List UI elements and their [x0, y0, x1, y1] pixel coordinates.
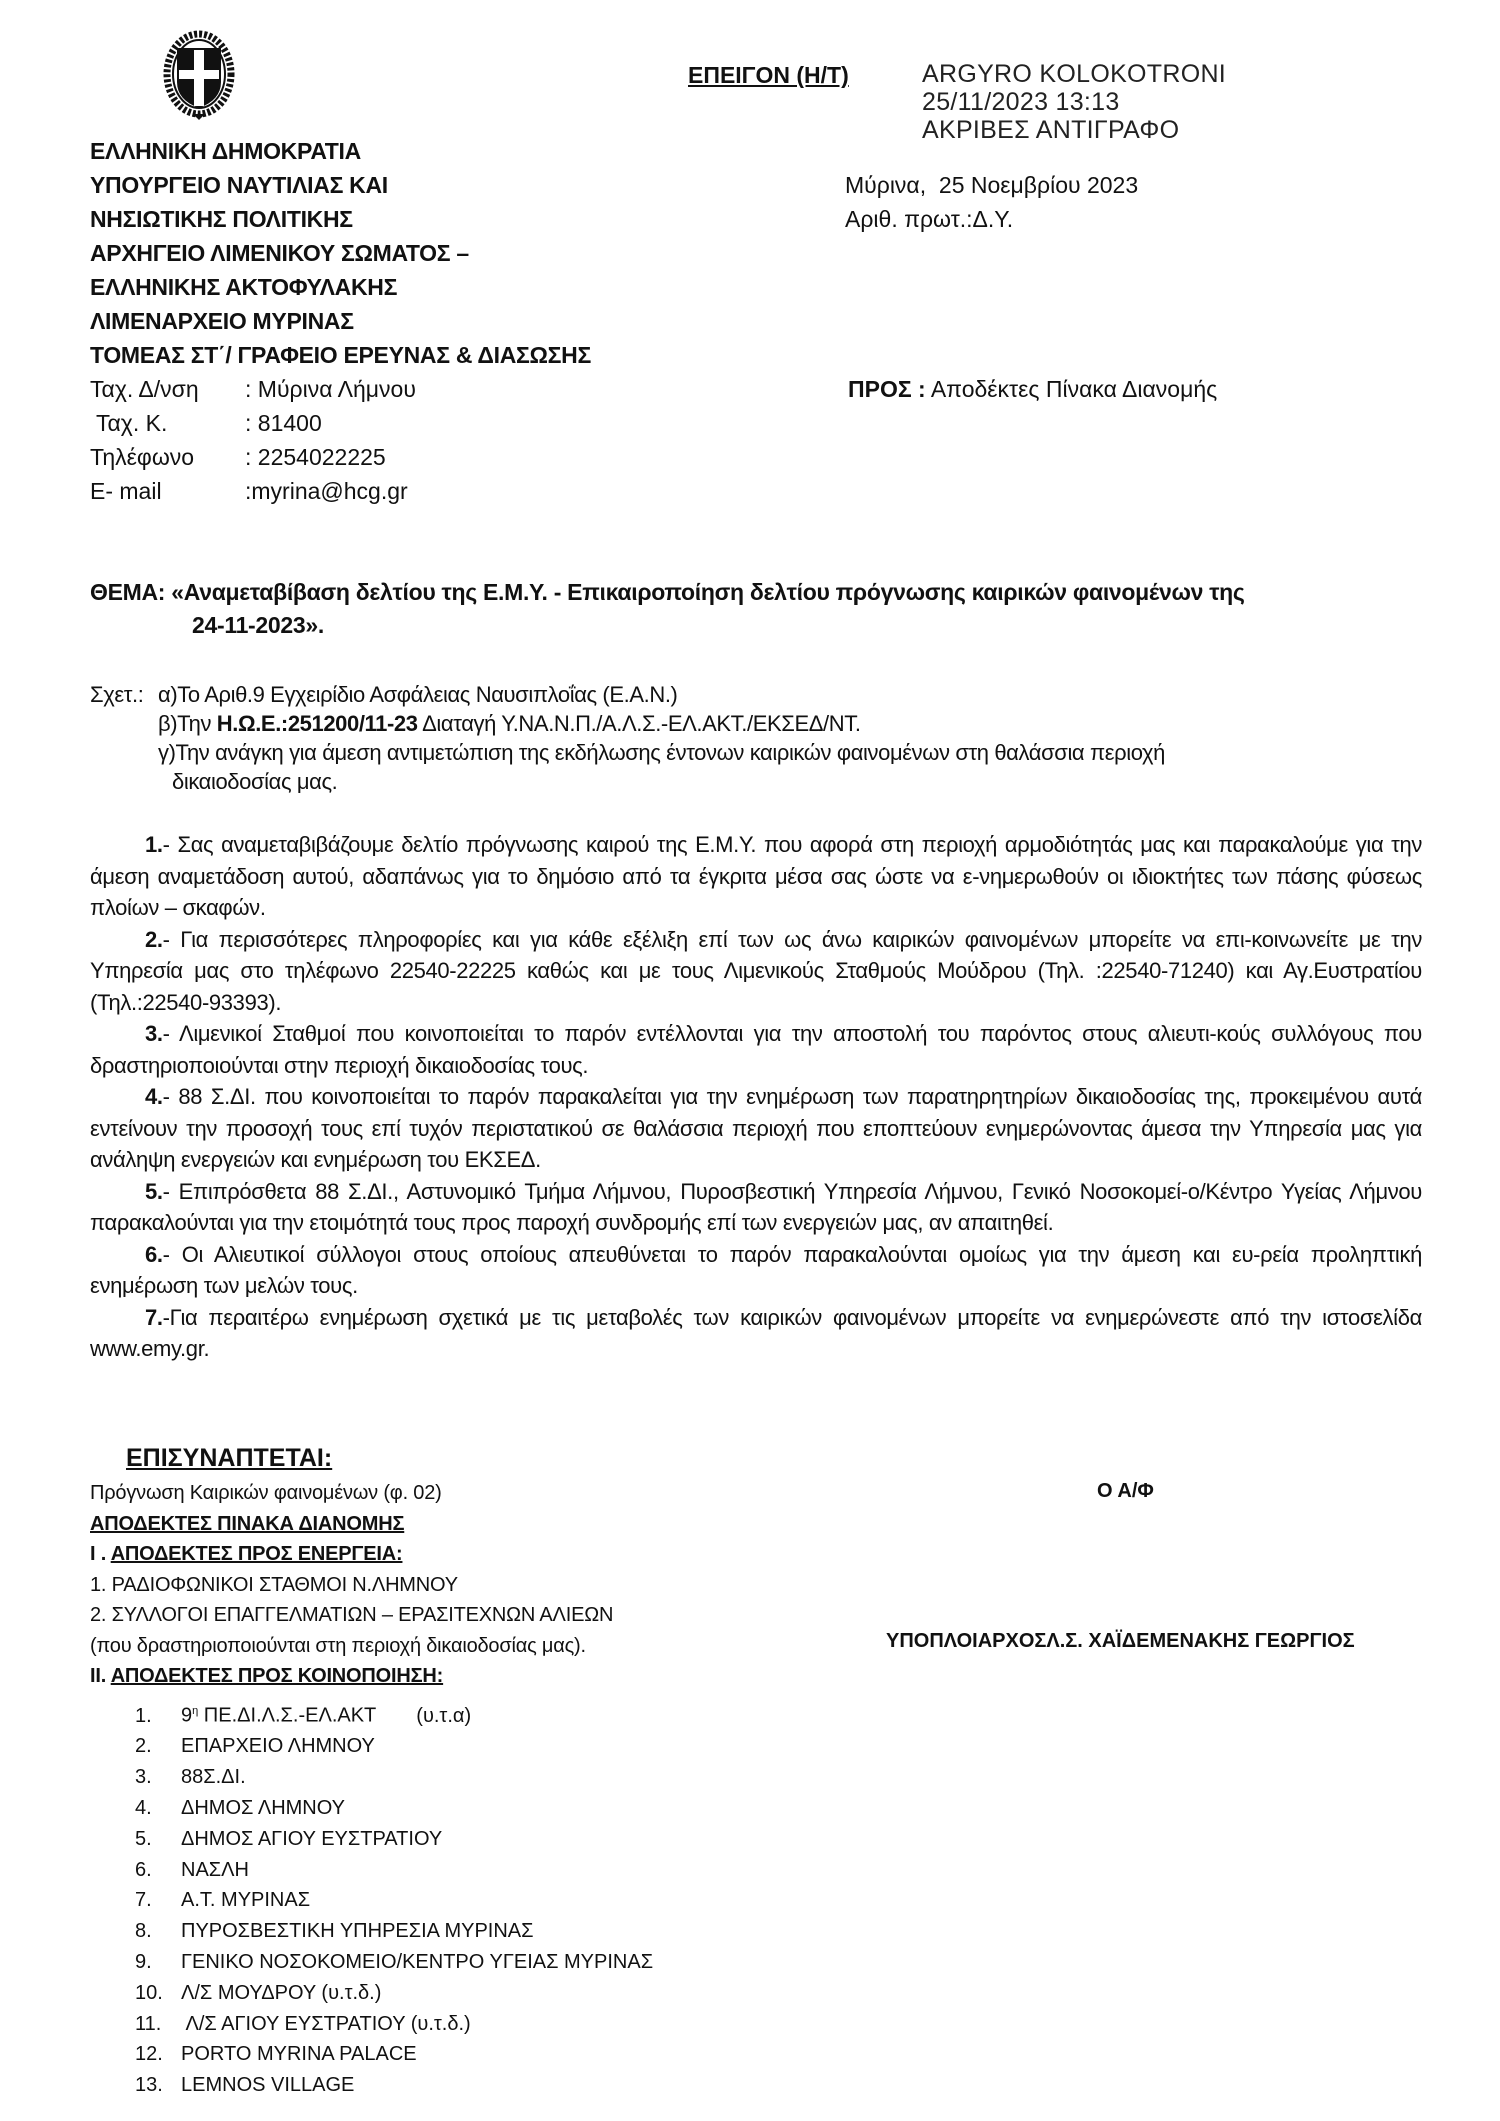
list-item: [135, 1885, 785, 1916]
paragraph-text: - Λιμενικοί Σταθμοί που κοινοποιείται το παρόν εντέλλονται για την αποστολή του παρόντος στους αλιευτι-κούς συλλόγους που δραστηριοποιούνται στην περιοχή δικαιοδοσίας τους.: [90, 1021, 1422, 1078]
subject-line: ΘΕΜΑ: «Αναμεταβίβαση δελτίου της Ε.Μ.Υ. - Επικαιροποίηση δελτίου πρόγνωσης καιρικών φαινομένων της: [90, 579, 1245, 605]
issuer-block: [90, 134, 591, 508]
contact-postcode: [90, 406, 591, 440]
item-text: ΠΕ.ΔΙ.Λ.Σ.-ΕΛ.ΑΚΤ: [198, 1704, 377, 1727]
stamp-datetime: 25/11/2023 13:13: [922, 88, 1120, 116]
issuer-line: ΕΛΛΗΝΙΚΗΣ ΑΚΤΟΦΥΛΑΚΗΣ: [90, 274, 398, 300]
info-recipients-list: [135, 1696, 785, 2101]
item-number: 6.: [135, 1858, 152, 1881]
contact-label: E- mail: [90, 478, 162, 504]
action-recipient-note: (που δραστηριοποιούνται στη περιοχή δικαιοδοσίας μας).: [90, 1634, 586, 1657]
paragraph-text: - Για περισσότερες πληροφορίες και για κάθε εξέλιξη επί των ως άνω καιρικών φαινομένων μπορείτε να επι-κοινωνείτε με την Υπηρεσία μας στο τηλέφωνο 22540-22225 καθώς και με τους Λιμενικούς Σταθμούς Μούδρου (Τηλ. :22540-71240) και Αγ.Ευστρατίου (Τηλ.:22540-93393).: [90, 926, 1422, 1015]
issuer-line: ΕΛΛΗΝΙΚΗ ΔΗΜΟΚΡΑΤΙΑ: [90, 138, 361, 164]
reference-b: [90, 709, 1430, 738]
paragraph-3: [90, 1018, 1422, 1081]
section-number: Ι .: [90, 1543, 111, 1565]
item-text: ΠΥΡΟΣΒΕΣΤΙΚΗ ΥΠΗΡΕΣΙΑ ΜΥΡΙΝΑΣ: [181, 1920, 534, 1943]
digital-signature-stamp: [922, 60, 1226, 144]
contact-phone: [90, 440, 591, 474]
to-value: Αποδέκτες Πίνακα Διανομής: [925, 376, 1218, 402]
item-text: ΕΠΑΡΧΕΙΟ ΛΗΜΝΟΥ: [181, 1735, 375, 1758]
item-number: 7.: [135, 1889, 152, 1912]
section-number: ΙΙ.: [90, 1665, 111, 1687]
references-label: Σχετ.:: [90, 682, 144, 707]
section-title: ΑΠΟΔΕΚΤΕΣ ΠΡΟΣ ΚΟΙΝΟΠΟΙΗΣΗ:: [110, 1665, 444, 1687]
list-item: [135, 1762, 785, 1793]
item-text: Α.Τ. ΜΥΡΙΝΑΣ: [181, 1889, 311, 1912]
item-superscript: η: [192, 1705, 199, 1717]
reference-c: γ)Την ανάγκη για άμεση αντιμετώπιση της εκδήλωσης έντονων καιρικών φαινομένων στη θαλάσσια περιοχή: [158, 740, 1165, 765]
list-item: [135, 1793, 785, 1824]
item-text: 88Σ.ΔΙ.: [181, 1766, 246, 1789]
issuer-line: ΝΗΣΙΩΤΙΚΗΣ ΠΟΛΙΤΙΚΗΣ: [90, 206, 353, 232]
paragraph-text: -Για περαιτέρω ενημέρωση σχετικά με τις μεταβολές των καιρικών φαινομένων μπορείτε να ενημερώνεστε από την ιστοσελίδα www.emy.gr.: [90, 1304, 1422, 1361]
paragraph-text: - Οι Αλιευτικοί σύλλογοι στους οποίους απευθύνεται το παρόν παρακαλούνται ομοίως για την άμεση και ευ-ρεία προληπτική ενημέρωση των μελών τους.: [90, 1241, 1422, 1298]
paragraph-number: 7.: [145, 1304, 163, 1330]
issuer-line: ΛΙΜΕΝΑΡΧΕΙΟ ΜΥΡΙΝΑΣ: [90, 308, 354, 334]
paragraph-7: [90, 1302, 1422, 1365]
contact-value: : Μύρινα Λήμνου: [245, 376, 416, 402]
reference-c-cont: δικαιοδοσίας μας.: [172, 769, 338, 794]
paragraph-number: 1.: [145, 832, 163, 857]
item-number: 13.: [135, 2074, 163, 2097]
item-number: 10.: [135, 1981, 163, 2004]
paragraph-text: - Σας αναμεταβιβάζουμε δελτίο πρόγνωσης καιρού της Ε.Μ.Υ. που αφορά στη περιοχή αρμοδιότητάς μας και παρακαλούμε για την άμεση αναμετάδοση αυτού, αδαπάνως για το δημόσιο από τα έγκριτα μέσα σας ώστε να ε-νημερωθούν οι ιδιοκτήτες των πάσης φύσεως πλοίων – σκαφών.: [90, 832, 1422, 920]
item-text: LEMNOS VILLAGE: [181, 2074, 355, 2097]
attachment-title: ΕΠΙΣΥΝΑΠΤΕΤΑΙ:: [126, 1444, 333, 1472]
list-item: [135, 1696, 785, 1731]
item-text: Λ/Σ ΑΓΙΟΥ ΕΥΣΤΡΑΤΙΟΥ (υ.τ.δ.): [181, 2012, 471, 2035]
section-title: ΑΠΟΔΕΚΤΕΣ ΠΡΟΣ ΕΝΕΡΓΕΙΑ:: [110, 1543, 403, 1565]
contact-label: Τηλέφωνο: [90, 444, 195, 470]
contact-label: Ταχ. Κ.: [90, 410, 168, 436]
recipient-line: [848, 372, 1217, 406]
item-number: 2.: [135, 1735, 152, 1758]
attachment-item: Πρόγνωση Καιρικών φαινομένων (φ. 02): [90, 1482, 442, 1504]
item-text: Λ/Σ ΜΟΥΔΡΟΥ (υ.τ.δ.): [181, 1981, 382, 2004]
action-recipient: 1. ΡΑΔΙΟΦΩΝΙΚΟΙ ΣΤΑΘΜΟΙ Ν.ΛΗΜΝΟΥ: [90, 1573, 458, 1596]
paragraph-number: 2.: [145, 926, 163, 952]
contact-email-link[interactable]: :myrina@hcg.gr: [245, 478, 408, 504]
distribution-block: [90, 1478, 790, 1692]
list-item: [135, 2009, 785, 2040]
subject: [90, 576, 1430, 642]
item-number: 5.: [135, 1827, 152, 1850]
contact-email: [90, 474, 591, 508]
list-item: [135, 1855, 785, 1886]
protocol-number: Αριθ. πρωτ.:Δ.Υ.: [845, 206, 1014, 232]
paragraph-number: 4.: [145, 1084, 163, 1109]
list-item: [135, 1824, 785, 1855]
stamp-name: ARGYRO KOLOKOTRONI: [922, 60, 1227, 88]
place-date: Μύρινα, 25 Νοεμβρίου 2023: [845, 172, 1139, 198]
reference-a: α)Το Αριθ.9 Εγχειρίδιο Ασφάλειας Ναυσιπλοΐας (Ε.Α.Ν.): [158, 682, 678, 707]
body-paragraphs: [90, 829, 1422, 1365]
to-label: ΠΡΟΣ :: [848, 376, 926, 402]
issuer-line: ΥΠΟΥΡΓΕΙΟ ΝΑΥΤΙΛΙΑΣ ΚΑΙ: [90, 172, 388, 198]
list-item: [135, 1947, 785, 1978]
action-recipient: 2. ΣΥΛΛΟΓΟΙ ΕΠΑΓΓΕΛΜΑΤΙΩΝ – ΕΡΑΣΙΤΕΧΝΩΝ ΑΛΙΕΩΝ: [90, 1604, 614, 1626]
paragraph-text: - 88 Σ.ΔΙ. που κοινοποιείται το παρόν παρακαλείται για την ενημέρωση των παρατηρητηρίων δικαιοδοσίας της, προκειμένου αυτά εντείνουν την προσοχή τους επί τυχόν περιστατικού σε θαλάσσια περιοχή που εποπτεύουν ενημερώνοντας άμεσα την Υπηρεσία μας για ανάληψη ενεργειών και ενημέρωση του ΕΚΣΕΔ.: [90, 1084, 1422, 1172]
item-text: ΝΑΣΛΗ: [181, 1858, 249, 1881]
list-item: [135, 1731, 785, 1762]
stamp-note: ΑΚΡΙΒΕΣ ΑΝΤΙΓΡΑΦΟ: [922, 116, 1180, 144]
item-number: 1.: [135, 1704, 152, 1727]
item-number: 11.: [135, 2012, 162, 2035]
contact-value: : 2254022225: [245, 444, 386, 470]
contact-label: Ταχ. Δ/νση: [90, 376, 199, 402]
paragraph-number: 5.: [145, 1178, 163, 1204]
paragraph-6: [90, 1239, 1422, 1302]
subject-line: 24-11-2023».: [192, 612, 324, 638]
item-number: 3.: [135, 1766, 152, 1789]
paragraph-5: [90, 1176, 1422, 1239]
list-item: [135, 1978, 785, 2009]
item-text: ΔΗΜΟΣ ΑΓΙΟΥ ΕΥΣΤΡΑΤΙΟΥ: [181, 1827, 443, 1850]
info-recipients-heading: [90, 1661, 790, 1692]
greek-coat-of-arms-icon: [163, 30, 235, 122]
item-text: ΓΕΝΙΚΟ ΝΟΣΟΚΟΜΕΙΟ/ΚΕΝΤΡΟ ΥΓΕΙΑΣ ΜΥΡΙΝΑΣ: [181, 1951, 654, 1974]
item-text: ΔΗΜΟΣ ΛΗΜΝΟΥ: [181, 1797, 345, 1820]
signature-role: Ο Α/Φ: [1097, 1480, 1154, 1502]
paragraph-2: [90, 924, 1422, 1019]
paragraph-text: - Επιπρόσθετα 88 Σ.ΔΙ., Αστυνομικό Τμήμα Λήμνου, Πυροσβεστική Υπηρεσία Λήμνου, Γενικό Νοσοκομεί-ο/Κέντρο Υγείας Λήμνου παρακαλούνται για την ετοιμότητά τους προς παροχή συνδρομής επί των ενεργειών μας, αν απαιτηθεί.: [90, 1178, 1422, 1235]
urgency-label: ΕΠΕΙΓΟΝ (Η/Τ): [688, 62, 849, 88]
reference-b-prefix: β)Την: [158, 711, 217, 736]
action-recipients-heading: [90, 1539, 790, 1570]
reference-b-code: Η.Ω.Ε.:251200/11-23: [216, 711, 418, 736]
item-number: 12.: [135, 2043, 163, 2066]
signatory-name: ΥΠΟΠΛΟΙΑΡΧΟΣΛ.Σ. ΧΑΪΔΕΜΕΝΑΚΗΣ ΓΕΩΡΓΙΟΣ: [886, 1630, 1355, 1652]
list-item: [135, 2039, 785, 2070]
item-number: 9.: [135, 1951, 152, 1974]
list-item: [135, 2070, 785, 2101]
paragraph-number: 3.: [145, 1021, 163, 1046]
paragraph-1: [90, 829, 1422, 924]
item-text: PORTO MYRINA PALACE: [181, 2043, 417, 2066]
distribution-title: ΑΠΟΔΕΚΤΕΣ ΠΙΝΑΚΑ ΔΙΑΝΟΜΗΣ: [90, 1512, 405, 1535]
issuer-line: ΑΡΧΗΓΕΙΟ ΛΙΜΕΝΙΚΟΥ ΣΩΜΑΤΟΣ –: [90, 240, 469, 266]
item-note: (υ.τ.α): [416, 1704, 472, 1727]
references: [90, 680, 1430, 796]
contact-value: : 81400: [245, 410, 322, 436]
item-number: 8.: [135, 1920, 152, 1943]
reference-b-suffix: Διαταγή Υ.ΝΑ.Ν.Π./Α.Λ.Σ.-ΕΛ.ΑΚΤ./ΕΚΣΕΔ/ΝΤ.: [417, 711, 861, 736]
item-number: 4.: [135, 1797, 152, 1820]
list-item: [135, 1916, 785, 1947]
paragraph-4: [90, 1081, 1422, 1176]
contact-block: [90, 372, 591, 508]
paragraph-number: 6.: [145, 1241, 163, 1267]
item-text: 9: [181, 1704, 193, 1727]
contact-address: [90, 372, 591, 406]
issuer-line: ΤΟΜΕΑΣ ΣΤ΄/ ΓΡΑΦΕΙΟ ΕΡΕΥΝΑΣ & ΔΙΑΣΩΣΗΣ: [90, 342, 591, 368]
